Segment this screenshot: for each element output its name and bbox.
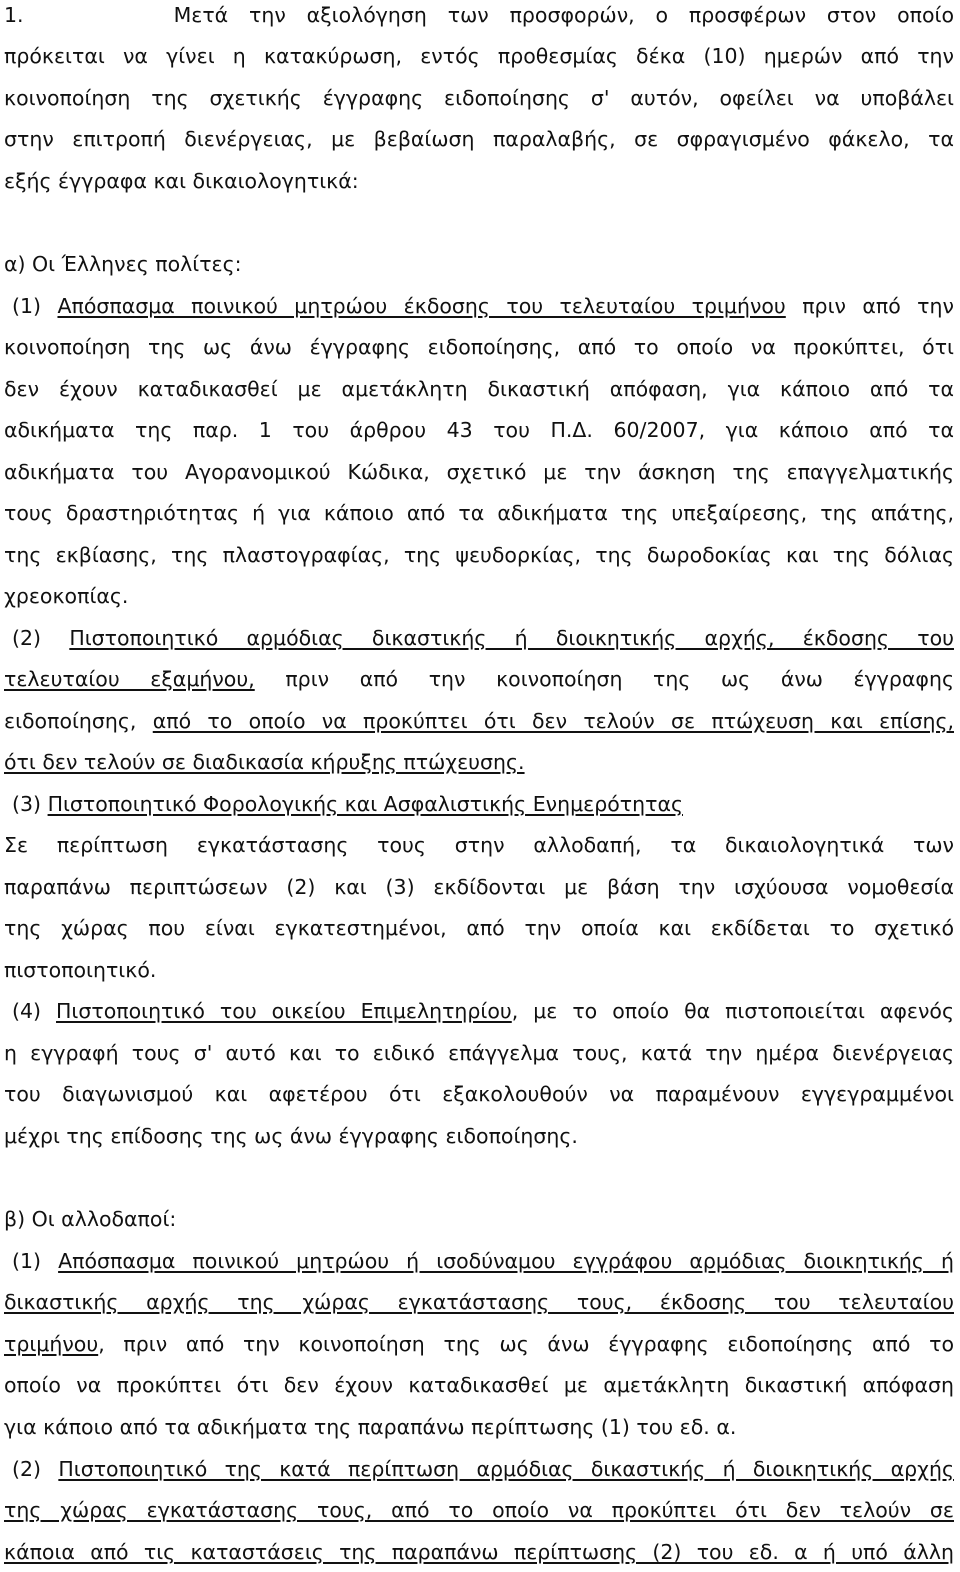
a-p3-line4: της χώρας που είναι εγκατεστημένοι, από την οποία και εκδίδεται το σχετικό	[4, 916, 954, 940]
item1-number: 1.	[4, 3, 24, 27]
item1-line5: εξής έγγραφα και δικαιολογητικά:	[4, 169, 359, 193]
b-p2-line2: της χώρας εγκατάστασης τους, από το οποίο να προκύπτει ότι δεν τελούν σε	[4, 1498, 954, 1522]
a-p1-line3: δεν έχουν καταδικασθεί με αμετάκλητη δικαστική απόφαση, για κάποιο από τα	[4, 377, 954, 401]
item1-line2: πρόκειται να γίνει η κατακύρωση, εντός προθεσμίας δέκα (10) ημερών από την	[4, 44, 954, 68]
item1-line1: 1. Μετά την αξιολόγηση των προσφορών, ο προσφέρων στον οποίο	[4, 3, 954, 27]
a-p1-line4: αδικήματα της παρ. 1 του άρθρου 43 του Π.Δ. 60/2007, για κάποιο από τα	[4, 418, 954, 442]
a-p1-line2: κοινοποίηση της ως άνω έγγραφης ειδοποίησης, από το οποίο να προκύπτει, ότι	[4, 335, 954, 359]
a-p3-line5: πιστοποιητικό.	[4, 958, 157, 982]
a-p4-line3: του διαγωνισμού και αφετέρου ότι εξακολουθούν να παραμένουν εγγεγραμμένοι	[4, 1082, 954, 1106]
a-p1-line1: (1) Απόσπασμα ποινικού μητρώου έκδοσης του τελευταίου τριμήνου πριν από την	[12, 294, 954, 318]
a-p3-line2: Σε περίπτωση εγκατάστασης τους στην αλλοδαπή, τα δικαιολογητικά των	[4, 833, 954, 857]
b-p1-label: (1)	[12, 1249, 42, 1273]
b-p1-line5: για κάποιο από τα αδικήματα της παραπάνω περίπτωσης (1) του εδ. α.	[4, 1415, 737, 1439]
a-p1-line7: της εκβίασης, της πλαστογραφίας, της ψευδορκίας, της δωροδοκίας και της δόλιας	[4, 543, 954, 567]
a-p3-line1	[4, 789, 954, 819]
b-p1-line4: οποίο να προκύπτει ότι δεν έχουν καταδικασθεί με αμετάκλητη δικαστική απόφαση	[4, 1373, 954, 1397]
a-p2-line4: ότι δεν τελούν σε διαδικασία κήρυξης πτώχευσης.	[4, 750, 525, 774]
a-p4-line1: (4) Πιστοποιητικό του οικείου Επιμελητηρίου, με το οποίο θα πιστοποιείται αφενός	[12, 999, 954, 1023]
b-p1-line1: (1) Απόσπασμα ποινικού μητρώου ή ισοδύναμου εγγράφου αρμόδιας διοικητικής ή	[12, 1249, 954, 1273]
a-p1-line8: χρεοκοπίας.	[4, 584, 129, 608]
a-p1-line6: τους δραστηριότητας ή για κάποιο από τα αδικήματα της υπεξαίρεσης, της απάτης,	[4, 501, 954, 525]
a-p4-title: Πιστοποιητικό του οικείου Επιμελητηρίου	[56, 999, 512, 1023]
a-p2-line3: ειδοποίησης, από το οποίο να προκύπτει ότι δεν τελούν σε πτώχευση και επίσης,	[4, 709, 954, 733]
a-p2-label: (2)	[12, 626, 42, 650]
b-p1-line3: τριμήνου, πριν από την κοινοποίηση της ως άνω έγγραφης ειδοποίησης από το	[4, 1332, 954, 1356]
a-p1-label: (1)	[12, 294, 42, 318]
a-p4-line4: μέχρι της επίδοσης της ως άνω έγγραφης ειδοποίησης.	[4, 1124, 578, 1148]
a-p1-line5: αδικήματα του Αγορανομικού Κώδικα, σχετικό με την άσκηση της επαγγελματικής	[4, 460, 954, 484]
a-p2-line2: τελευταίου εξαμήνου, πριν από την κοινοποίηση της ως άνω έγγραφης	[4, 667, 954, 691]
a-p2-title-1: Πιστοποιητικό αρμόδιας δικαστικής ή διοικητικής αρχής, έκδοσης του	[69, 626, 954, 650]
b-p2-line3: κάποια από τις καταστάσεις της παραπάνω περίπτωσης (2) του εδ. α ή υπό άλλη	[4, 1540, 954, 1564]
a-p2-line1	[4, 623, 954, 653]
a-p4-line2: η εγγραφή τους σ' αυτό και το ειδικό επάγγελμα τους, κατά την ημέρα διενέργειας	[4, 1041, 954, 1065]
a-p3-title: Πιστοποιητικό Φορολογικής και Ασφαλιστικής Ενημερότητας	[47, 792, 683, 816]
a-p1-title: Απόσπασμα ποινικού μητρώου έκδοσης του τελευταίου τριμήνου	[57, 294, 786, 318]
item1-line3: κοινοποίηση της σχετικής έγγραφης ειδοποίησης σ' αυτόν, οφείλει να υποβάλει	[4, 86, 954, 110]
b-p1-line2: δικαστικής αρχής της χώρας εγκατάστασης τους, έκδοσης του τελευταίου	[4, 1290, 954, 1314]
b-p2-line1: (2) Πιστοποιητικό της κατά περίπτωση αρμόδιας δικαστικής ή διοικητικής αρχής	[12, 1457, 954, 1481]
a-p4-label: (4)	[12, 999, 42, 1023]
a-p3-label: (3)	[12, 792, 42, 816]
item1-line4: στην επιτροπή διενέργειας, με βεβαίωση παραλαβής, σε σφραγισμένο φάκελο, τα	[4, 127, 954, 151]
b-p2-label: (2)	[12, 1457, 42, 1481]
section-a-heading: α) Οι Έλληνες πολίτες:	[4, 252, 242, 276]
a-p2-title-2: τελευταίου εξαμήνου,	[4, 667, 255, 691]
section-b-heading: β) Οι αλλοδαποί:	[4, 1207, 177, 1231]
a-p3-line3: παραπάνω περιπτώσεων (2) και (3) εκδίδονται με βάση την ισχύουσα νομοθεσία	[4, 875, 954, 899]
